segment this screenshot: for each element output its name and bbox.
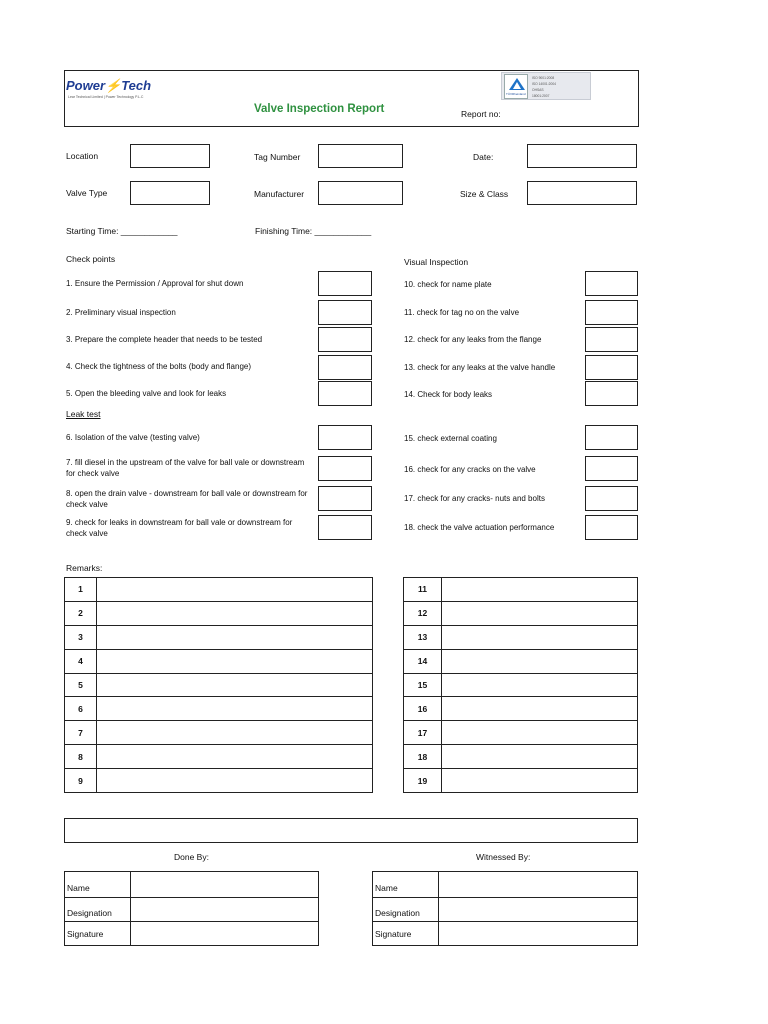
remark-number: 13 xyxy=(404,625,442,649)
visual-inspection-checkbox[interactable] xyxy=(585,425,638,450)
checkpoint-checkbox[interactable] xyxy=(318,381,372,406)
leak-test-checkbox[interactable] xyxy=(318,486,372,511)
signoff-label: Signature xyxy=(65,922,131,946)
size-class-label: Size & Class xyxy=(460,189,509,199)
checkpoint-item: 2. Preliminary visual inspection xyxy=(66,308,176,317)
remark-cell[interactable] xyxy=(97,697,373,721)
table-row xyxy=(65,922,319,946)
remark-number: 15 xyxy=(404,673,442,697)
table-row xyxy=(373,898,638,922)
done-by-name-field[interactable] xyxy=(131,872,319,898)
visual-inspection-item: 12. check for any leaks from the flange xyxy=(404,335,542,344)
remark-number: 16 xyxy=(404,697,442,721)
date-field[interactable] xyxy=(527,144,637,168)
notes-bar[interactable] xyxy=(64,818,638,843)
remark-number: 4 xyxy=(65,649,97,673)
table-row xyxy=(404,673,638,697)
table-row xyxy=(404,601,638,625)
witness-signature-field[interactable] xyxy=(439,922,638,946)
remarks-heading: Remarks: xyxy=(66,563,103,573)
table-row xyxy=(65,872,319,898)
remark-cell[interactable] xyxy=(97,721,373,745)
finishing-time-field[interactable]: Finishing Time: ____________ xyxy=(255,226,372,236)
remark-cell[interactable] xyxy=(97,673,373,697)
logo-text-tech: Tech xyxy=(121,78,152,93)
remark-cell[interactable] xyxy=(97,649,373,673)
tuv-mark xyxy=(504,74,528,99)
table-row xyxy=(65,578,373,602)
table-row xyxy=(404,745,638,769)
remark-number: 2 xyxy=(65,601,97,625)
remark-cell[interactable] xyxy=(97,625,373,649)
table-row xyxy=(404,649,638,673)
table-row xyxy=(65,601,373,625)
table-row xyxy=(65,697,373,721)
signoff-label: Name xyxy=(373,872,439,898)
company-logo xyxy=(66,78,161,104)
visual-inspection-item: 10. check for name plate xyxy=(404,280,492,289)
remark-number: 5 xyxy=(65,673,97,697)
remark-cell[interactable] xyxy=(442,697,638,721)
done-by-heading: Done By: xyxy=(174,852,209,862)
witness-designation-field[interactable] xyxy=(439,898,638,922)
remark-cell[interactable] xyxy=(97,745,373,769)
visual-inspection-item: 17. check for any cracks- nuts and bolts xyxy=(404,494,545,503)
checkpoint-checkbox[interactable] xyxy=(318,300,372,325)
remark-number: 19 xyxy=(404,769,442,793)
logo-text-power: Power xyxy=(66,78,106,93)
visual-inspection-item: 13. check for any leaks at the valve handle xyxy=(404,363,556,372)
visual-inspection-item: 18. check the valve actuation performance xyxy=(404,523,555,532)
checkpoint-checkbox[interactable] xyxy=(318,327,372,352)
remark-cell[interactable] xyxy=(442,578,638,602)
location-field[interactable] xyxy=(130,144,210,168)
leak-test-checkbox[interactable] xyxy=(318,425,372,450)
remark-number: 7 xyxy=(65,721,97,745)
remark-cell[interactable] xyxy=(442,769,638,793)
remark-number: 6 xyxy=(65,697,97,721)
remark-number: 3 xyxy=(65,625,97,649)
leak-test-checkbox[interactable] xyxy=(318,515,372,540)
leak-test-checkbox[interactable] xyxy=(318,456,372,481)
leak-test-item: 8. open the drain valve - downstream for ball vale or downstream for check valve xyxy=(66,489,308,509)
leak-test-item: 9. check for leaks in downstream for ball vale or downstream for check valve xyxy=(66,518,293,538)
remarks-table-right xyxy=(403,577,638,793)
visual-inspection-checkbox[interactable] xyxy=(585,486,638,511)
remark-number: 18 xyxy=(404,745,442,769)
valve-type-field[interactable] xyxy=(130,181,210,205)
tag-number-label: Tag Number xyxy=(254,152,301,162)
valve-type-label: Valve Type xyxy=(66,188,108,198)
remark-cell[interactable] xyxy=(97,769,373,793)
checkpoint-checkbox[interactable] xyxy=(318,355,372,380)
signoff-label: Designation xyxy=(65,898,131,922)
remark-number: 9 xyxy=(65,769,97,793)
remark-cell[interactable] xyxy=(97,578,373,602)
visual-inspection-item: 14. Check for body leaks xyxy=(404,390,493,399)
remark-number: 12 xyxy=(404,601,442,625)
leak-test-item: 6. Isolation of the valve (testing valve) xyxy=(66,433,200,442)
table-row xyxy=(65,673,373,697)
cert-mark-text: TÜVRheinland xyxy=(506,92,526,96)
leak-test-heading: Leak test xyxy=(66,409,101,419)
visual-inspection-item: 11. check for tag no on the valve xyxy=(404,308,520,317)
remark-number: 17 xyxy=(404,721,442,745)
table-row xyxy=(404,769,638,793)
remark-cell[interactable] xyxy=(442,673,638,697)
starting-time-field[interactable]: Starting Time: ____________ xyxy=(66,226,178,236)
checkpoint-item: 5. Open the bleeding valve and look for leaks xyxy=(66,389,227,398)
cert-line: ISO 9001:2008 xyxy=(532,76,555,80)
remark-number: 14 xyxy=(404,649,442,673)
visual-inspection-checkbox[interactable] xyxy=(585,271,638,296)
table-row xyxy=(65,745,373,769)
remarks-table-left xyxy=(64,577,373,793)
table-row xyxy=(404,578,638,602)
remark-cell[interactable] xyxy=(442,721,638,745)
check-points-heading: Check points xyxy=(66,254,116,264)
table-row xyxy=(404,625,638,649)
table-row xyxy=(373,872,638,898)
table-row xyxy=(65,721,373,745)
visual-inspection-checkbox[interactable] xyxy=(585,300,638,325)
remark-cell[interactable] xyxy=(442,601,638,625)
logo-bolt-icon: ⚡ xyxy=(105,78,122,93)
date-label: Date: xyxy=(473,152,494,162)
table-row xyxy=(373,922,638,946)
visual-inspection-checkbox[interactable] xyxy=(585,515,638,540)
checkpoint-item: 1. Ensure the Permission / Approval for shut down xyxy=(66,279,244,288)
cert-line: OHSAS xyxy=(532,88,544,92)
manufacturer-label: Manufacturer xyxy=(254,189,305,199)
visual-inspection-checkbox[interactable] xyxy=(585,327,638,352)
remark-cell[interactable] xyxy=(442,625,638,649)
witness-name-field[interactable] xyxy=(439,872,638,898)
report-no-label: Report no: xyxy=(461,109,501,119)
table-row xyxy=(65,625,373,649)
tag-number-field[interactable] xyxy=(318,144,403,168)
done-by-designation-field[interactable] xyxy=(131,898,319,922)
remark-cell[interactable] xyxy=(97,601,373,625)
checkpoint-item: 4. Check the tightness of the bolts (body and flange) xyxy=(66,362,252,371)
cert-line: ISO 14001:2004 xyxy=(532,82,557,86)
triangle-icon xyxy=(508,77,526,91)
size-class-field[interactable] xyxy=(527,181,637,205)
visual-inspection-heading: Visual Inspection xyxy=(404,257,469,267)
signoff-label: Name xyxy=(65,872,131,898)
checkpoint-item: 3. Prepare the complete header that needs to be tested xyxy=(66,335,263,344)
visual-inspection-item: 16. check for any cracks on the valve xyxy=(404,465,536,474)
table-row xyxy=(65,649,373,673)
remark-number: 8 xyxy=(65,745,97,769)
visual-inspection-checkbox[interactable] xyxy=(585,381,638,406)
cert-line: 18001:2007 xyxy=(532,94,550,98)
visual-inspection-item: 15. check external coating xyxy=(404,434,497,443)
manufacturer-field[interactable] xyxy=(318,181,403,205)
certification-badge xyxy=(501,72,591,100)
table-row xyxy=(404,697,638,721)
page-title: Valve Inspection Report xyxy=(254,103,385,115)
witnessed-by-heading: Witnessed By: xyxy=(476,852,531,862)
table-row xyxy=(65,769,373,793)
checkpoint-checkbox[interactable] xyxy=(318,271,372,296)
logo-tagline: Lear Technical Limited | Power Technology P.L.C xyxy=(68,95,144,99)
done-by-table xyxy=(64,871,319,946)
visual-inspection-checkbox[interactable] xyxy=(585,355,638,380)
signoff-label: Designation xyxy=(373,898,439,922)
done-by-signature-field[interactable] xyxy=(131,922,319,946)
visual-inspection-checkbox[interactable] xyxy=(585,456,638,481)
signoff-label: Signature xyxy=(373,922,439,946)
remark-cell[interactable] xyxy=(442,745,638,769)
location-label: Location xyxy=(66,151,99,161)
remark-number: 11 xyxy=(404,578,442,602)
table-row xyxy=(404,721,638,745)
table-row xyxy=(65,898,319,922)
leak-test-item: 7. fill diesel in the upstream of the valve for ball vale or downstream for check valve xyxy=(66,458,305,478)
witnessed-by-table xyxy=(372,871,638,946)
remark-number: 1 xyxy=(65,578,97,602)
remark-cell[interactable] xyxy=(442,649,638,673)
